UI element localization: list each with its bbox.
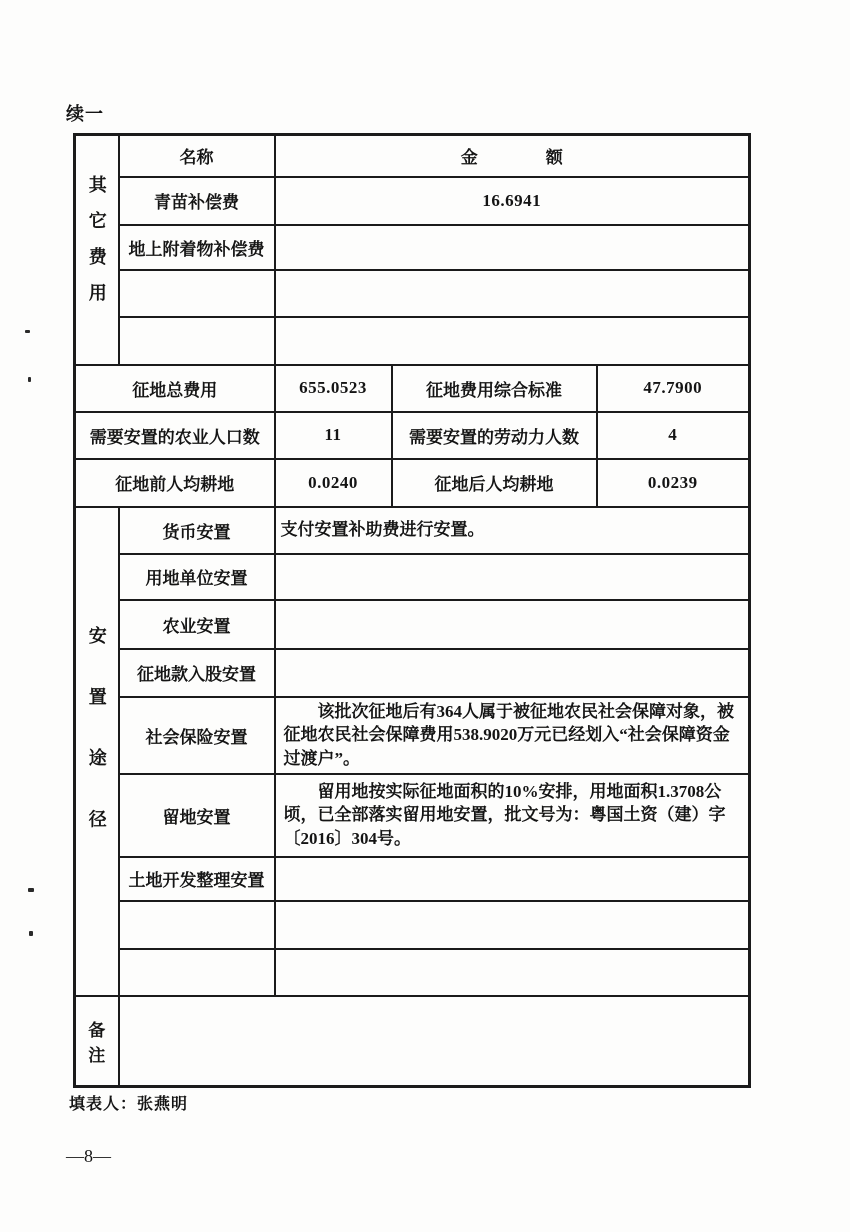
scan-speck <box>28 377 31 382</box>
fee-name-ground-attachments: 地上附着物补偿费 <box>119 225 275 270</box>
group-cell-other-fees <box>75 135 119 365</box>
label-agricultural-population: 需要安置的农业人口数 <box>75 412 275 459</box>
table-row <box>75 177 750 225</box>
table-row <box>75 459 750 507</box>
label-farmland-after: 征地后人均耕地 <box>392 459 597 507</box>
table-row <box>75 901 750 949</box>
content-equity-resettlement <box>275 649 750 697</box>
value-total-cost: 655.0523 <box>275 365 392 412</box>
group-cell-resettlement <box>75 507 119 996</box>
table-row <box>75 697 750 774</box>
table-row <box>75 996 750 1087</box>
content-resettlement-empty-2 <box>275 949 750 996</box>
fee-amount-young-crop: 16.6941 <box>275 177 750 225</box>
label-monetary-resettlement: 货币安置 <box>119 507 275 554</box>
value-comprehensive-standard: 47.7900 <box>597 365 750 412</box>
header-name: 名称 <box>119 135 275 177</box>
label-land-user-resettlement: 用地单位安置 <box>119 554 275 600</box>
fee-name-young-crop: 青苗补偿费 <box>119 177 275 225</box>
label-remarks: 备注 <box>75 996 119 1087</box>
scan-speck <box>29 931 33 936</box>
fee-amount-empty-2 <box>275 317 750 365</box>
fee-name-empty-1 <box>119 270 275 317</box>
table-row <box>75 600 750 649</box>
label-total-cost: 征地总费用 <box>75 365 275 412</box>
table-row <box>75 857 750 901</box>
group-label-resettlement: 安置途径 <box>86 626 107 872</box>
scan-speck <box>28 888 34 892</box>
continuation-label: 续一 <box>66 104 104 124</box>
table-row <box>75 225 750 270</box>
fee-amount-empty-1 <box>275 270 750 317</box>
table-row <box>75 507 750 554</box>
table-row <box>75 774 750 857</box>
fee-amount-ground-attachments <box>275 225 750 270</box>
fee-name-empty-2 <box>119 317 275 365</box>
content-social-insurance-resettlement: 该批次征地后有364人属于被征地农民社会保障对象，被征地农民社会保障费用538.9020万元已经划入“社会保障资金过渡户”。 <box>275 697 750 774</box>
label-farmland-before: 征地前人均耕地 <box>75 459 275 507</box>
form-filler-line: 填表人：张燕明 <box>69 1096 189 1113</box>
table-row <box>75 317 750 365</box>
value-labor-force: 4 <box>597 412 750 459</box>
table-row <box>75 270 750 317</box>
table-row <box>75 412 750 459</box>
value-farmland-after: 0.0239 <box>597 459 750 507</box>
label-resettlement-empty-2 <box>119 949 275 996</box>
header-amount: 金 额 <box>275 135 750 177</box>
value-agricultural-population: 11 <box>275 412 392 459</box>
content-remarks <box>119 996 750 1087</box>
page-number: —8— <box>66 1146 111 1166</box>
table-row <box>75 649 750 697</box>
label-reserved-land-resettlement: 留地安置 <box>119 774 275 857</box>
scan-speck <box>25 330 30 333</box>
content-land-development-resettlement <box>275 857 750 901</box>
table-row <box>75 554 750 600</box>
table-row <box>75 949 750 996</box>
content-agricultural-resettlement <box>275 600 750 649</box>
label-agricultural-resettlement: 农业安置 <box>119 600 275 649</box>
table-row <box>75 135 750 177</box>
content-resettlement-empty-1 <box>275 901 750 949</box>
content-reserved-land-resettlement: 留用地按实际征地面积的10%安排，用地面积1.3708公顷，已全部落实留用地安置，批文号为：粤国土资（建）字〔2016〕304号。 <box>275 774 750 857</box>
group-label-other-fees: 其它费用 <box>86 175 107 320</box>
content-monetary-resettlement: 支付安置补助费进行安置。 <box>275 507 750 554</box>
label-land-development-resettlement: 土地开发整理安置 <box>119 857 275 901</box>
label-equity-resettlement: 征地款入股安置 <box>119 649 275 697</box>
land-acquisition-form-table <box>73 133 751 1088</box>
content-land-user-resettlement <box>275 554 750 600</box>
label-comprehensive-standard: 征地费用综合标准 <box>392 365 597 412</box>
table-row <box>75 365 750 412</box>
value-farmland-before: 0.0240 <box>275 459 392 507</box>
label-resettlement-empty-1 <box>119 901 275 949</box>
label-labor-force: 需要安置的劳动力人数 <box>392 412 597 459</box>
label-social-insurance-resettlement: 社会保险安置 <box>119 697 275 774</box>
